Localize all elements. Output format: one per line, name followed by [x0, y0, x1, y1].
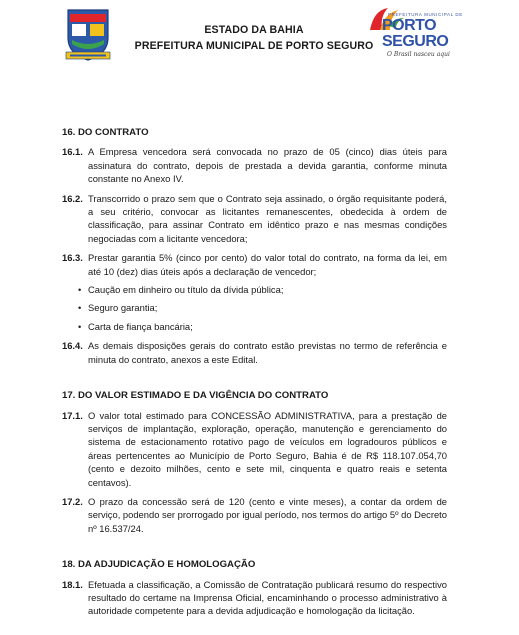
logo-prefeitura-text: PREFEITURA MUNICIPAL DE [388, 12, 463, 17]
clause-16-3 [62, 251, 447, 278]
porto-seguro-logo [360, 4, 463, 66]
clause-text: Prestar garantia 5% (cinco por cento) do valor total do contrato, na forma da lei, em até 10 (dez) dias úteis após a declaração de vencedor; [88, 252, 447, 277]
municipal-crest-icon [62, 8, 114, 62]
state-title: ESTADO DA BAHIA [204, 24, 304, 36]
clause-text: Efetuada a classificação, a Comissão de Contratação publicará resumo do respectivo resultado do certame na Imprensa Oficial, encaminhando o processo administrativo à autoridade competente para a devida adjudicação e homologação da licitação. [88, 578, 447, 617]
page-header [0, 0, 519, 72]
clause-number: 16.1. [62, 146, 83, 158]
clause-text: As demais disposições gerais do contrato estão previstas no termo de referência e minuta do contrato, anexos a este Edital. [88, 340, 447, 365]
header-title-block [124, 22, 384, 54]
clause-number: 17.2. [62, 495, 83, 507]
clause-18-1 [62, 578, 447, 618]
section-17-title: 17. DO VALOR ESTIMADO E DA VIGÊNCIA DO CONTRATO [62, 390, 329, 402]
clause-text: O prazo da concessão será de 120 (cento e vinte meses), a contar da ordem de serviço, podendo ser prorrogado por igual período, nos termos do artigo 5º do Decreto nº 16.537/24. [88, 495, 447, 534]
clause-text: Transcorrido o prazo sem que o Contrato seja assinado, o órgão requisitante poderá, a seu critério, convocar as licitantes remanescentes, obedecida à ordem de classificação, para assinar Contrato em idêntico prazo e nas mesmas condições negociadas com a licitante vencedora; [88, 192, 447, 244]
clause-16-2 [62, 192, 447, 246]
document-body [62, 126, 447, 618]
clause-number: 16.2. [62, 192, 83, 204]
section-16-title: 16. DO CONTRATO [62, 127, 149, 138]
clause-text: O valor total estimado para CONCESSÃO ADMINISTRATIVA, para a prestação de serviços de implantação, exploração, operação, manutenção e gerenciamento do sistema de estacionamento rotativo pago de veículos em logradouros públicos e áreas pertencentes ao Município de Porto Seguro, Bahia é de R$ 118.107.054,70 (cento e dezoito milhões, cento e sete mil, cinquenta e quatro reais e setenta centavos). [88, 409, 447, 488]
logo-slogan-text: O Brasil nasceu aqui [387, 51, 450, 58]
clause-number: 18.1. [62, 578, 83, 590]
logo-porto-text: PORTO [382, 17, 437, 34]
clause-17-2 [62, 495, 447, 535]
clause-17-1 [62, 409, 447, 489]
clause-number: 16.4. [62, 340, 83, 352]
clause-16-1 [62, 145, 447, 185]
clause-number: 16.3. [62, 252, 83, 264]
logo-seguro-text: SEGURO [382, 33, 449, 50]
list-item: • Carta de fiança bancária; [62, 320, 447, 333]
prefeitura-title: PREFEITURA MUNICIPAL DE PORTO SEGURO [134, 40, 374, 52]
section-18-title: 18. DA ADJUDICAÇÃO E HOMOLOGAÇÃO [62, 559, 256, 571]
clause-number: 17.1. [62, 409, 83, 421]
list-item: • Seguro garantia; [62, 301, 447, 314]
guarantee-options-list [62, 283, 447, 333]
list-item: • Caução em dinheiro ou título da dívida pública; [62, 283, 447, 296]
clause-16-4 [62, 339, 447, 366]
clause-text: A Empresa vencedora será convocada no prazo de 05 (cinco) dias úteis para assinatura do contrato, depois de prestada a devida garantia, conforme minuta constante no Anexo IV. [88, 146, 447, 185]
